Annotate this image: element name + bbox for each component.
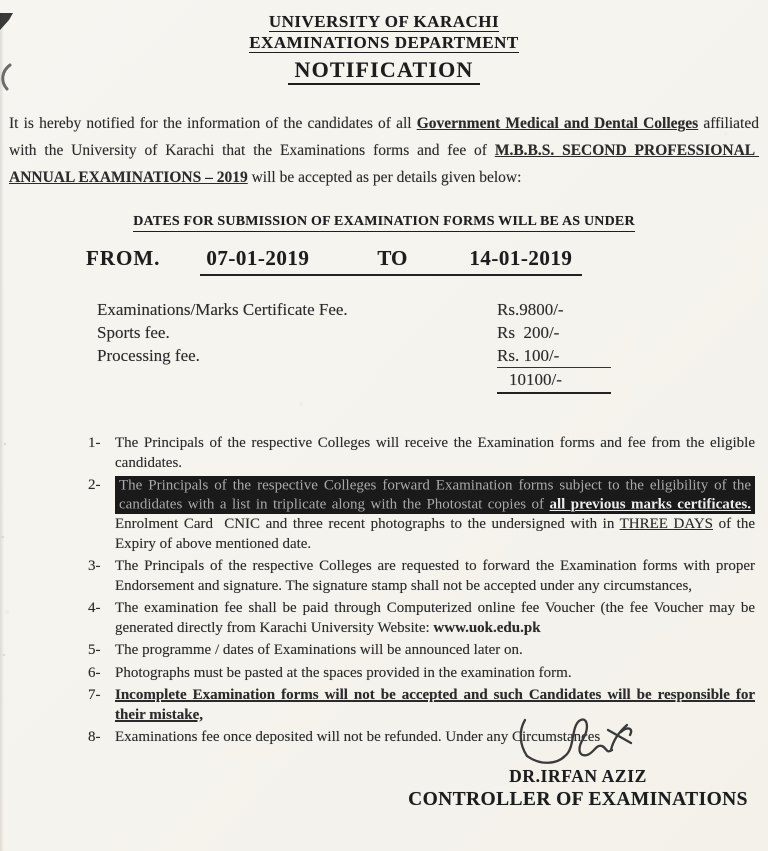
document-title: NOTIFICATION bbox=[288, 58, 479, 85]
list-item-6 bbox=[88, 664, 755, 684]
item-number: 5- bbox=[88, 642, 101, 658]
submission-dates-row bbox=[86, 246, 768, 276]
dates-heading: DATES FOR SUBMISSION OF EXAMINATION FORMS WILL BE AS UNDER bbox=[133, 214, 635, 232]
item-text: Photographs must be pasted at the spaces provided in the examination form. bbox=[115, 664, 572, 681]
scanned-notification-page bbox=[0, 13, 768, 851]
intro-bold-exam-name: M.B.B.S. SECOND PROFESSIONAL ANNUAL EXAMINATIONS – 2019 bbox=[9, 142, 759, 186]
item-number: 8- bbox=[88, 729, 101, 745]
item-number: 1- bbox=[88, 435, 101, 451]
department-name: EXAMINATIONS DEPARTMENT bbox=[249, 33, 519, 52]
university-website-url: www.uok.edu.pk bbox=[433, 619, 541, 636]
item-text bbox=[115, 599, 755, 638]
intro-bold-colleges: Government Medical and Dental Colleges bbox=[416, 115, 699, 132]
list-item-5 bbox=[88, 641, 755, 661]
intro-paragraph bbox=[9, 110, 759, 191]
item-number: 2- bbox=[88, 477, 101, 493]
item-number: 4- bbox=[88, 600, 101, 616]
item-text: The Principals of the respective Colleges are requested to forward the Examination forms with proper Endorsement and signature. The signature stamp shall not be accepted under any circumstances, bbox=[115, 558, 755, 594]
item-text: Examinations fee once deposited will not be refunded. Under any Circumstances bbox=[115, 729, 601, 745]
fee-row-examination bbox=[97, 298, 758, 321]
date-range bbox=[200, 246, 582, 276]
signature-scribble-icon bbox=[503, 708, 653, 770]
item-number: 3- bbox=[88, 558, 101, 574]
fee-value: Rs. 100/- bbox=[497, 344, 611, 368]
fee-label: Sports fee. bbox=[97, 323, 170, 342]
fee-total-spacer bbox=[97, 368, 497, 394]
list-item-2 bbox=[88, 476, 755, 554]
fee-label: Processing fee. bbox=[97, 346, 200, 365]
intro-text-3: will be accepted as per details given below: bbox=[247, 169, 522, 186]
fee-total-value: 10100/- bbox=[497, 368, 611, 394]
item-number: 6- bbox=[88, 664, 101, 681]
fee-row-sports bbox=[97, 321, 758, 344]
to-label: TO bbox=[377, 246, 408, 270]
item-text: Incomplete Examination forms will not be accepted and such Candidates will be responsible for their mistake, bbox=[115, 687, 755, 723]
item2-text: Enrolment Card CNIC and three recent photographs to the undersigned with in bbox=[115, 516, 620, 532]
dates-heading-row bbox=[0, 212, 768, 232]
signatory-name: DR.IRFAN AZIZ bbox=[509, 766, 647, 786]
item-text: The Principals of the respective Colleges will receive the Examination forms and fee from the eligible candidates. bbox=[115, 435, 755, 471]
intro-text-1: It is hereby notified for the information of the candidates of all bbox=[9, 115, 417, 132]
fee-total-row bbox=[97, 368, 758, 394]
item-text: The programme / dates of Examinations will be announced later on. bbox=[115, 642, 523, 658]
conditions-list bbox=[88, 434, 755, 748]
intro-text-2: affiliated with the University of Karachi that the Examinations forms and fee of bbox=[9, 115, 759, 159]
item-number: 7- bbox=[88, 687, 101, 703]
fee-table bbox=[97, 298, 758, 394]
highlight-bold-segment: all previous marks certificates. bbox=[549, 496, 751, 513]
fee-value: Rs.9800/- bbox=[497, 300, 564, 319]
signatory-title: CONTROLLER OF EXAMINATIONS bbox=[408, 789, 748, 810]
document-header bbox=[0, 13, 768, 85]
signature-block bbox=[398, 708, 758, 811]
highlighted-text bbox=[115, 476, 755, 515]
from-label: FROM. bbox=[86, 246, 161, 270]
from-date: 07-01-2019 bbox=[206, 246, 310, 270]
item2-text-end: of the Expiry of above mentioned date. bbox=[115, 516, 755, 552]
fee-value: Rs 200/- bbox=[497, 323, 560, 342]
highlight-segment: The Principals of the respective Colleges forward Examination forms subject to the eligibility of the candidates with a list in triplicate along with the Photostat copies of bbox=[119, 477, 751, 513]
to-date: 14-01-2019 bbox=[469, 246, 573, 270]
list-item-4 bbox=[88, 599, 755, 638]
item-text bbox=[115, 476, 755, 554]
list-item-3 bbox=[88, 557, 755, 596]
list-item-1 bbox=[88, 434, 755, 473]
scan-edge-shading bbox=[0, 13, 4, 851]
fee-label: Examinations/Marks Certificate Fee. bbox=[97, 300, 348, 319]
three-days-underlined: THREE DAYS bbox=[619, 516, 714, 532]
org-name: UNIVERSITY OF KARACHI bbox=[268, 12, 500, 31]
scan-artifact-marks bbox=[0, 13, 26, 108]
item4-text: The examination fee shall be paid through Computerized online fee Voucher (the fee Voucher may be generated directly from Karachi University Website: bbox=[115, 600, 755, 636]
fee-row-processing bbox=[97, 344, 758, 368]
